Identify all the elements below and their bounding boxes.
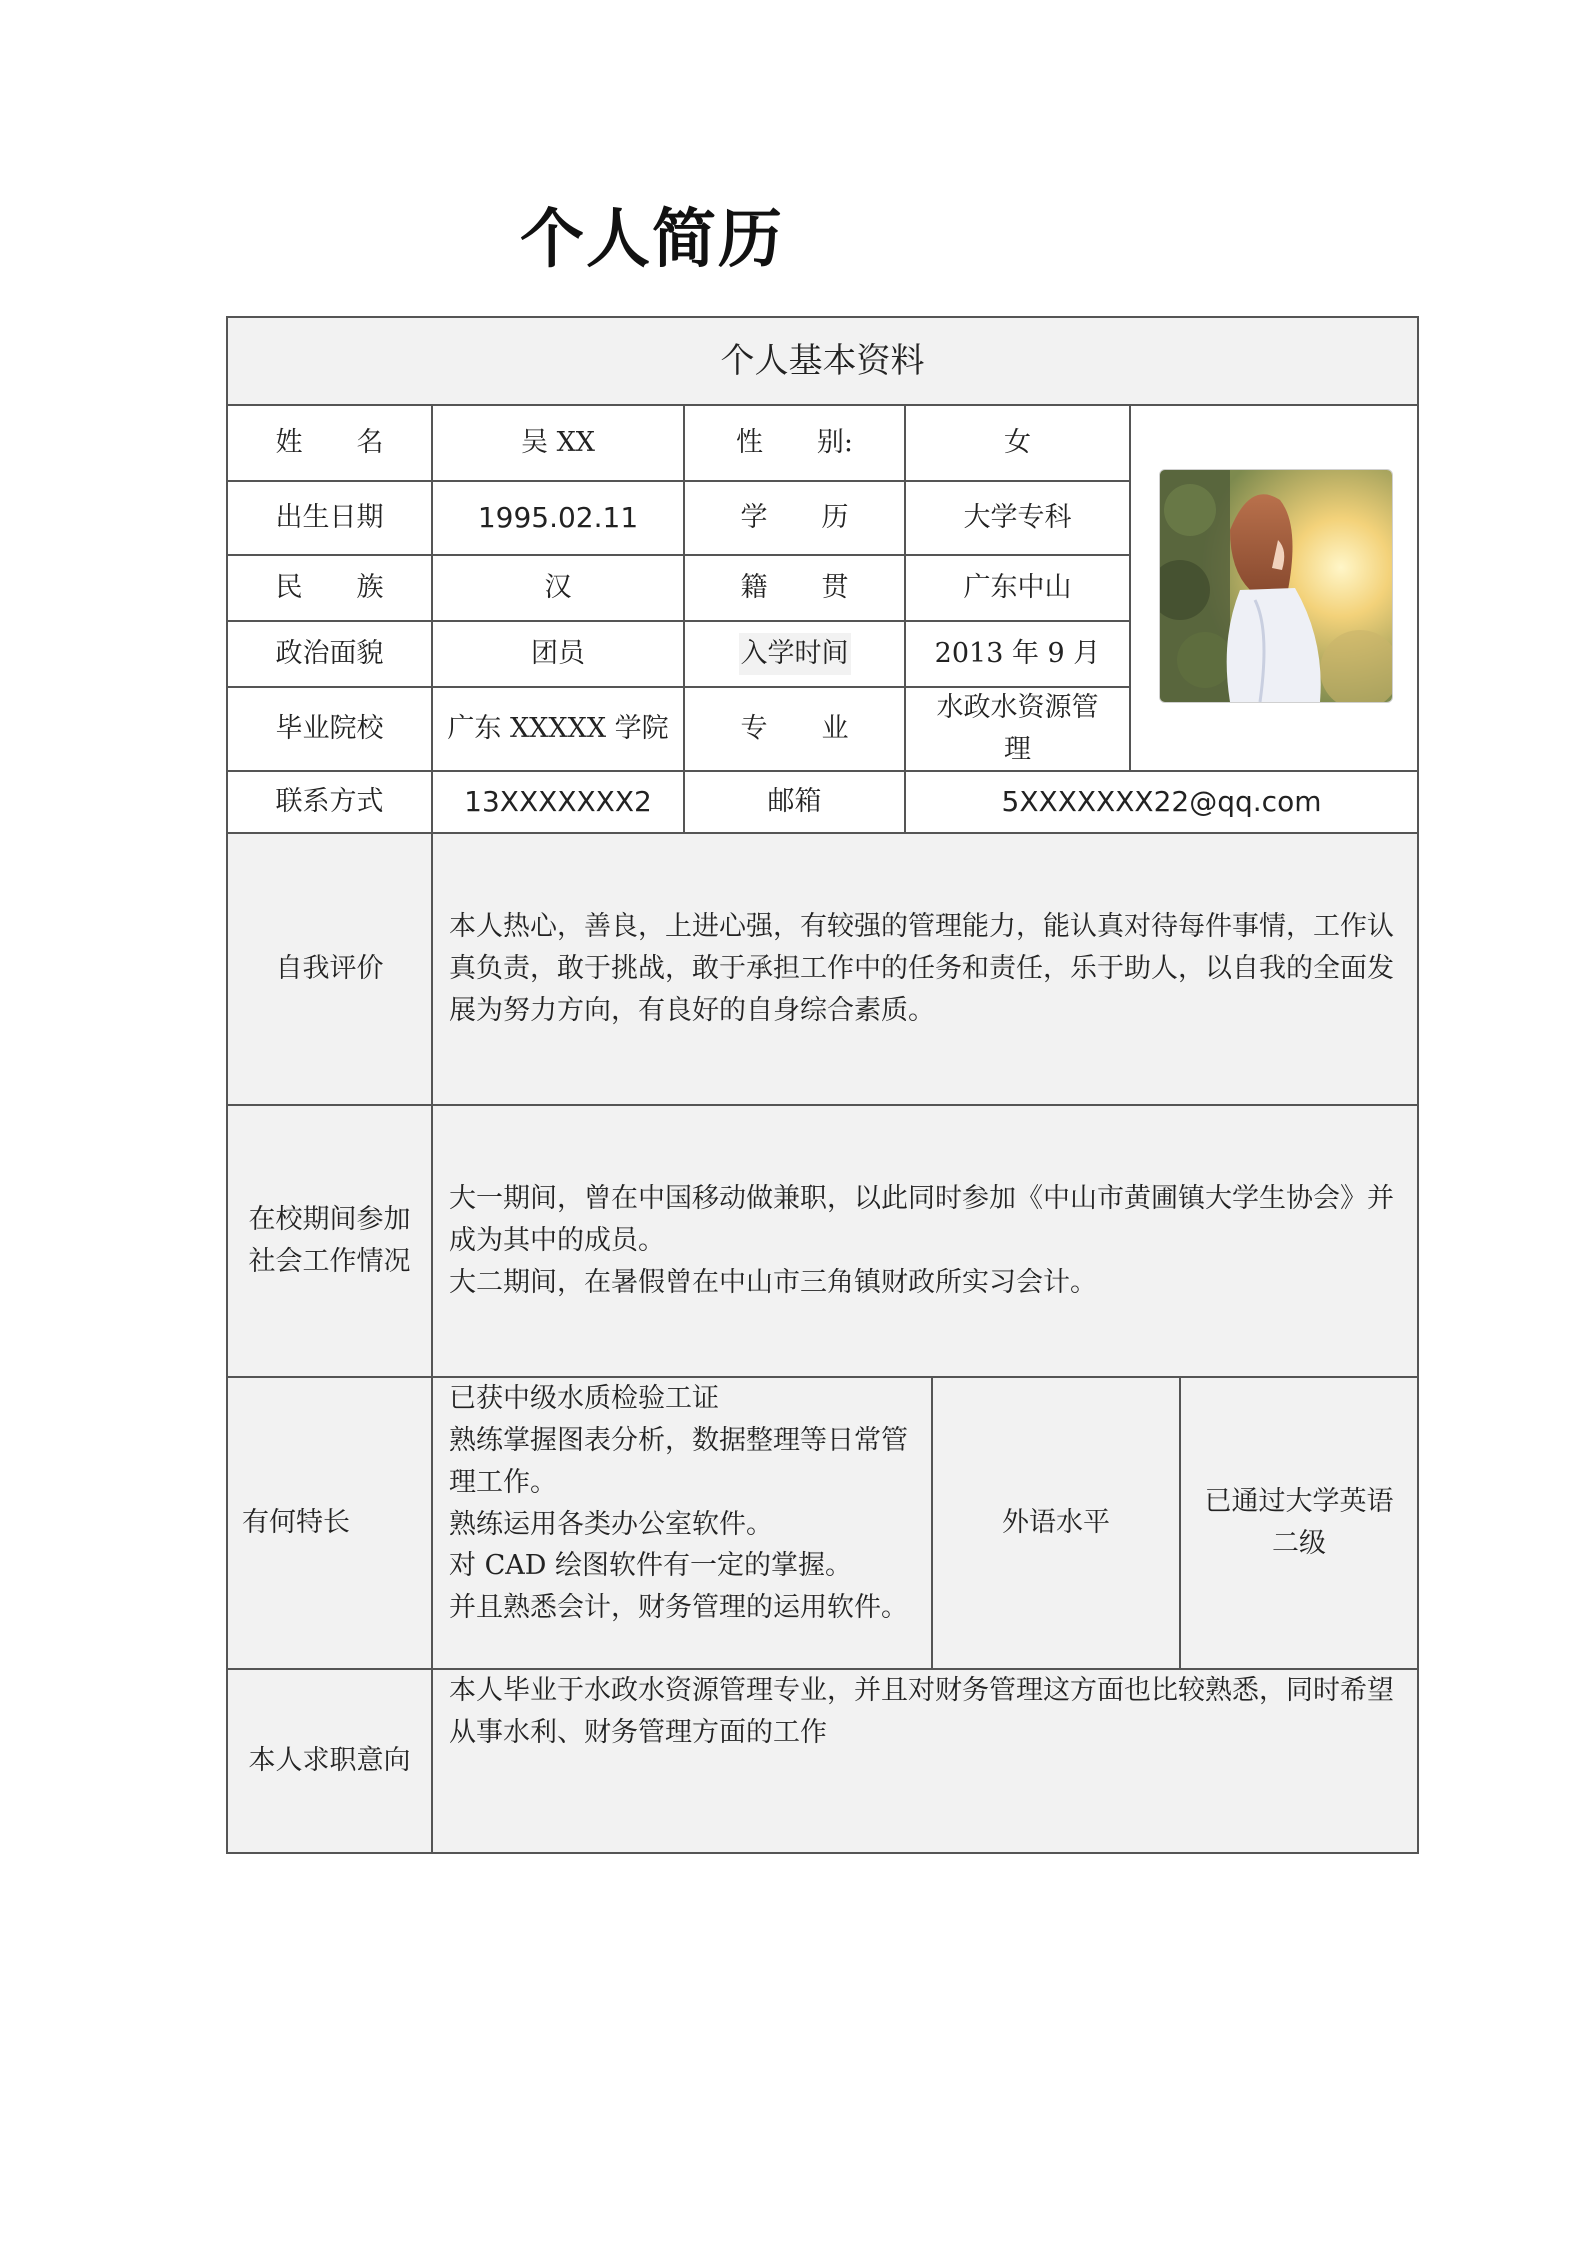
contact-value: 13XXXXXXX2 (431, 770, 683, 832)
self-eval-text: 本人热心，善良，上进心强，有较强的管理能力，能认真对待每件事情，工作认真负责，敢于挑战，敢于承担工作中的任务和责任，乐于助人，以自我的全面发展为努力方向，有良好的自身综合素质。 (449, 911, 1394, 1026)
self-eval-label: 自我评价 (228, 832, 431, 1104)
ethnicity-label: 民 族 (228, 554, 431, 620)
gender-label: 性 别: (683, 404, 904, 480)
section-title: 个人基本资料 (228, 318, 1417, 404)
profile-photo (1159, 469, 1393, 703)
resume-table (226, 316, 1419, 1854)
birth-label: 出生日期 (228, 480, 431, 554)
major-value: 水政水资源管理 (904, 686, 1129, 770)
job-label: 本人求职意向 (228, 1668, 431, 1852)
email-value: 5XXXXXXX22@qq.com (904, 770, 1417, 832)
major-label: 专 业 (683, 686, 904, 770)
campus-cell (431, 1104, 1417, 1376)
skills-label: 有何特长 (228, 1376, 431, 1668)
job-cell (431, 1668, 1417, 1852)
language-label: 外语水平 (931, 1376, 1179, 1668)
gender-value: 女 (904, 404, 1129, 480)
name-value: 吴 XX (431, 404, 683, 480)
origin-value: 广东中山 (904, 554, 1129, 620)
self-eval-cell (431, 832, 1417, 1104)
name-label: 姓 名 (228, 404, 431, 480)
ethnicity-value: 汉 (431, 554, 683, 620)
campus-label: 在校期间参加社会工作情况 (228, 1104, 431, 1376)
political-label: 政治面貌 (228, 620, 431, 686)
resume-title: 个人简历 (520, 203, 784, 277)
skill-item: 已获中级水质检验工证 (449, 1383, 719, 1414)
education-label: 学 历 (683, 480, 904, 554)
job-text: 本人毕业于水政水资源管理专业，并且对财务管理这方面也比较熟悉，同时希望从事水利、财务管理方面的工作 (449, 1675, 1394, 1748)
political-value: 团员 (431, 620, 683, 686)
origin-label: 籍 贯 (683, 554, 904, 620)
skills-cell (431, 1376, 931, 1668)
contact-label: 联系方式 (228, 770, 431, 832)
birth-value: 1995.02.11 (431, 480, 683, 554)
education-value: 大学专科 (904, 480, 1129, 554)
skill-item: 对 CAD 绘图软件有一定的掌握。 (449, 1550, 852, 1582)
enroll-label: 入学时间 (739, 633, 851, 675)
enroll-value: 2013 年 9 月 (904, 620, 1129, 686)
language-value: 已通过大学英语二级 (1179, 1376, 1417, 1668)
school-value: 广东 XXXXX 学院 (431, 686, 683, 770)
skill-item: 并且熟悉会计，财务管理的运用软件。 (449, 1592, 908, 1624)
skill-item: 熟练掌握图表分析，数据整理等日常管理工作。 (449, 1424, 908, 1498)
enroll-label-cell (683, 620, 904, 686)
campus-line-2: 大二期间，在暑假曾在中山市三角镇财政所实习会计。 (449, 1266, 1097, 1298)
skill-item: 熟练运用各类办公室软件。 (449, 1508, 773, 1540)
school-label: 毕业院校 (228, 686, 431, 770)
campus-line-1: 大一期间，曾在中国移动做兼职，以此同时参加《中山市黄圃镇大学生协会》并成为其中的成员。 (449, 1183, 1394, 1257)
email-label: 邮箱 (683, 770, 904, 832)
